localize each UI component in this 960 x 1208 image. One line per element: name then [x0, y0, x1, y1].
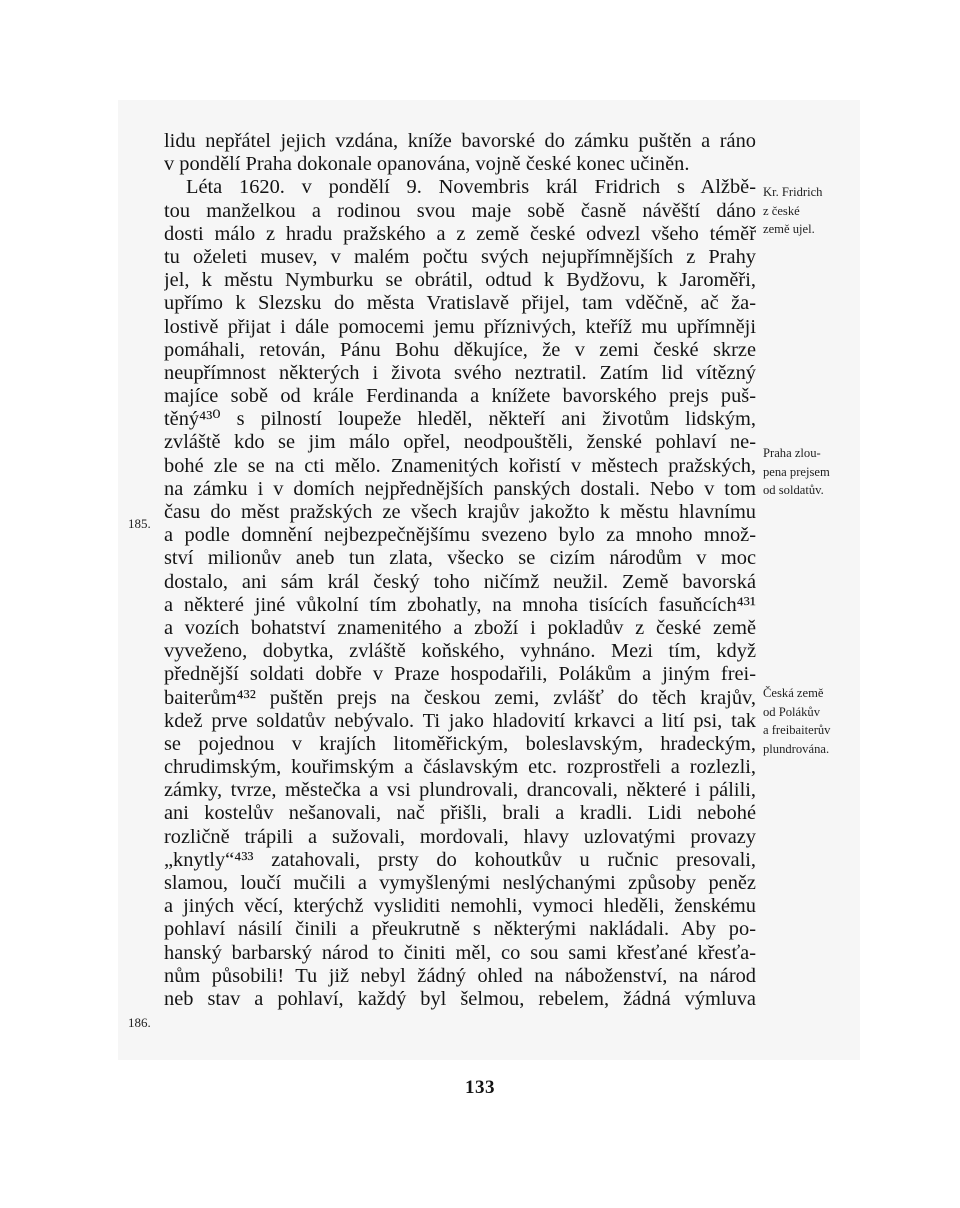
page-number: 133	[465, 1077, 495, 1098]
text-line: hanský barbarský národ to činiti měl, co sou sami křesťané křesťa-	[164, 941, 756, 964]
margin-note-line: země ujel.	[763, 222, 815, 236]
margin-note-line: a freibaiterův	[763, 723, 831, 737]
text-line: a podle domnění nejbezpečnějšímu svezeno bylo za mnoho množ-	[164, 524, 756, 547]
text-line: pohlaví násilí činili a přeukrutně s některými nakládali. Aby po-	[164, 918, 756, 941]
text-line: ani kostelův nešanovali, nač přišli, brali a kradli. Lidi nebohé	[164, 802, 756, 825]
text-line: neb stav a pohlaví, každý byl šelmou, rebelem, žádná výmluva	[164, 987, 756, 1010]
margin-note-line: Kr. Fridrich	[763, 185, 823, 199]
text-line: lostivě přijat i dále pomocemi jemu příznivých, kteříž mu upřímněji	[164, 315, 756, 338]
main-text-block	[164, 130, 756, 1011]
text-line: bohé zle se na cti mělo. Znamenitých kořistí v městech pražských,	[164, 454, 756, 477]
margin-note-line: plundrována.	[763, 741, 830, 756]
margin-note-prague-plundered	[763, 444, 858, 500]
text-line: lidu nepřátel jejich vzdána, kníže bavorské do zámku puštěn a ráno	[164, 130, 756, 152]
text-line: „knytly“⁴³³ zatahovali, prsty do kohoutkův u ručnic presovali,	[164, 848, 756, 871]
margin-note-line: Česká země	[763, 686, 824, 700]
text-line: zvláště kdo se jim málo opřel, neodpouštěli, ženské pohlaví ne-	[164, 431, 756, 454]
text-line: a některé jiné vůkolní tím zbohatly, na mnoha tisících fasuňcích⁴³¹	[164, 593, 756, 616]
text-line: jel, k městu Nymburku se obrátil, odtud k Bydžovu, k Jaroměři,	[164, 269, 756, 292]
text-line: nům působili! Tu již nebyl žádný ohled na náboženství, na národ	[164, 964, 756, 987]
text-line: dosti málo z hradu pražského a z země české odvezl všeho téměř	[164, 222, 756, 245]
text-line: vyveženo, dobytka, zvláště koňského, vyhnáno. Mezi tím, když	[164, 640, 756, 663]
margin-note-line: Praha zlou-	[763, 446, 821, 460]
margin-note-line: od soldatův.	[763, 483, 824, 497]
text-line: těný⁴³⁰ s pilností loupeže hleděl, někteří ani životům lidským,	[164, 408, 756, 431]
text-line: majíce sobě od krále Ferdinanda a knížete bavorského prejs puš-	[164, 385, 756, 408]
text-line: tu oželeti musev, v malém počtu svých nejupřímnějších z Prahy	[164, 245, 756, 268]
line-number: 185.	[128, 516, 151, 531]
text-line: tou manželkou a rodinou svou maje sobě časně návěští dáno	[164, 199, 756, 222]
text-line: baiterům⁴³² puštěn prejs na českou zemi, zvlášť do těch krajův,	[164, 686, 756, 709]
text-line: na zámku i v domích nejpřednějších panských dostali. Nebo v tom	[164, 477, 756, 500]
text-line: zámky, tvrze, městečka a vsi plundrovali, drancovali, některé i pálili,	[164, 779, 756, 802]
line-number: 186.	[128, 1015, 151, 1030]
text-line: rozličně trápili a sužovali, mordovali, hlavy uzlovatými provazy	[164, 825, 756, 848]
text-line: upřímo k Slezsku do města Vratislavě přijel, tam vděčně, ač ža-	[164, 292, 756, 315]
text-line: v pondělí Praha dokonale opanována, vojně české konec učiněn.	[164, 153, 690, 176]
margin-note-line: z české	[763, 203, 800, 218]
text-line: a vozích bohatství znamenitého a zboží i pokladův z české země	[164, 616, 756, 639]
text-line: dostalo, ani sám král český toho ničímž neužil. Země bavorská	[164, 570, 756, 593]
text-line: neupřímnost některých i života svého neztratil. Zatím lid vítězný	[164, 361, 756, 384]
margin-note-line: pena prejsem	[763, 464, 830, 479]
text-line: ství milionův aneb tun zlata, všecko se cizím národům v moc	[164, 547, 756, 570]
text-line: pomáhali, retován, Pánu Bohu děkujíce, že v zemi české skrze	[164, 338, 756, 361]
text-line: Léta 1620. v pondělí 9. Novembris král Fridrich s Alžbě-	[186, 176, 756, 199]
text-line: se pojednou v krajích litoměřickým, boleslavským, hradeckým,	[164, 732, 756, 755]
text-line: přednější soldati dobře v Praze hospodařili, Polákům a jiným frei-	[164, 663, 756, 686]
margin-note-land-plundered	[763, 684, 858, 758]
text-line: času do měst pražských ze všech krajův jakožto k městu hlavnímu	[164, 501, 756, 523]
margin-note-king-fled	[763, 183, 858, 239]
text-line: slamou, loučí mučili a vymyšlenými neslýchanými způsoby peněz	[164, 872, 756, 894]
text-line: chrudimským, kouřimským a čáslavským etc. rozprostřeli a rozlezli,	[164, 756, 756, 779]
text-line: a jiných věcí, kterýchž vysliditi nemohli, vymoci hleděli, ženskému	[164, 895, 756, 918]
margin-note-line: od Polákův	[763, 704, 821, 719]
text-line: kdež prve soldatův nebývalo. Ti jako hladovití krkavci a lití psi, tak	[164, 709, 756, 732]
